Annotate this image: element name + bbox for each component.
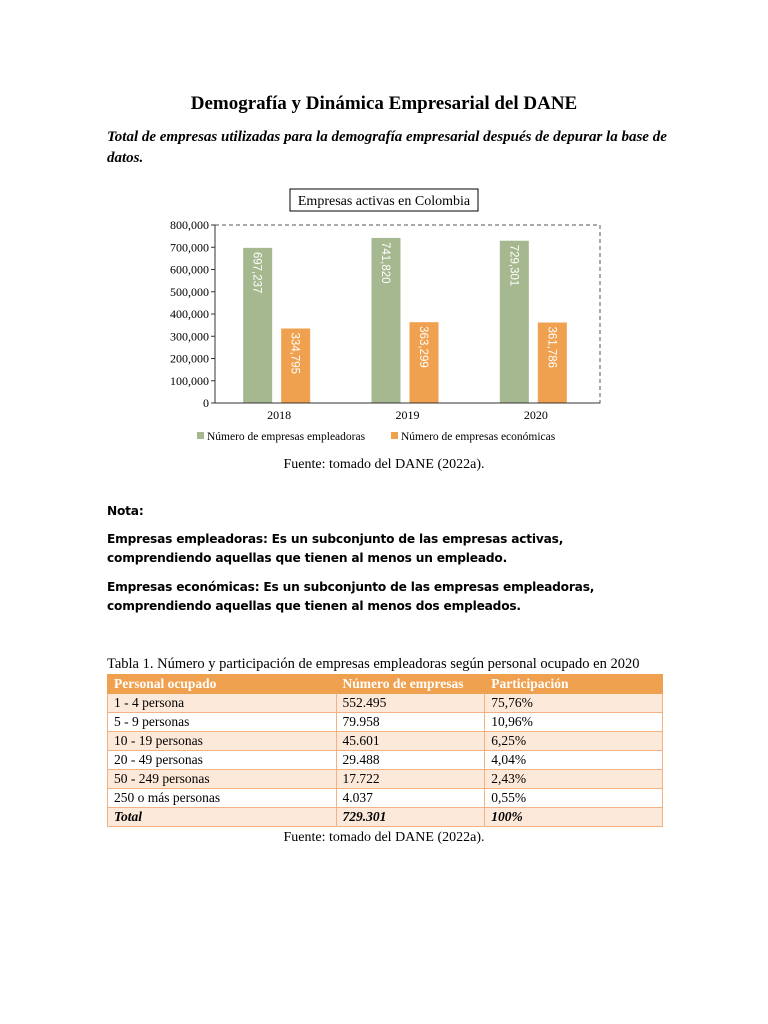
header-cell: Participación [485,675,663,694]
y-tick-label: 400,000 [170,307,209,321]
table-source: Fuente: tomado del DANE (2022a). [283,830,485,845]
table-cell: 729.301 [336,808,485,827]
legend-label: Número de empresas económicas [401,431,556,443]
y-tick-label: 0 [203,396,209,410]
y-tick-label: 100,000 [170,373,209,388]
table-cell: 75,76% [485,694,663,713]
bar-chart [150,185,620,457]
bar-data-label: 729,301 [507,244,520,287]
table-row [108,694,663,713]
legend-swatch-economicas [391,432,398,439]
table-cell: 4,04% [485,751,663,770]
table-cell: 20 - 49 personas [108,751,337,770]
table-cell: 250 o más personas [108,789,337,808]
bar-data-label: 361,786 [545,326,558,369]
bar-data-label: 363,299 [417,326,429,368]
table-row [108,770,663,789]
bar-data-label: 741,820 [379,241,391,284]
table-cell: 2,43% [485,770,663,789]
table-row [108,732,663,751]
chart-title: Empresas activas en Colombia [297,194,471,209]
table-caption: Tabla 1. Número y participación de empresas empleadoras según personal ocupado en 2020 [107,656,640,672]
table-cell: 79.958 [336,713,485,732]
table-cell: 10 - 19 personas [108,732,337,751]
table-cell: 29.488 [336,751,485,770]
page-subtitle: Total de empresas utilizadas para la demografía empresarial después de depurar la base de datos. [107,129,667,166]
x-tick-label: 2019 [395,408,420,422]
table-row [108,751,663,770]
table-cell: 4.037 [336,789,485,808]
legend-swatch-empleadoras [197,432,204,439]
table-header-row [108,675,663,694]
table-cell: 50 - 249 personas [108,770,337,789]
notes-heading: Nota: [107,504,144,518]
table-total-row [108,808,663,827]
x-tick-label: 2018 [267,408,292,422]
table-cell: 17.722 [336,770,485,789]
x-tick-label: 2020 [523,408,548,422]
table-cell: Total [108,808,337,827]
table-row [108,789,663,808]
y-tick-label: 600,000 [170,262,209,277]
y-tick-label: 500,000 [170,284,209,299]
table-cell: 552.495 [336,694,485,713]
note-economicas: Empresas económicas: Es un subconjunto de las empresas empleadoras, comprendiendo aquellas que tienen al menos dos empleados. [107,580,595,613]
bar-data-label: 697,237 [250,251,263,294]
legend-label: Número de empresas empleadoras [207,431,366,443]
table-row [108,713,663,732]
note-empleadoras: Empresas empleadoras: Es un subconjunto de las empresas activas, comprendiendo aquellas que tienen al menos un empleado. [107,532,564,565]
y-tick-label: 700,000 [170,240,209,255]
y-tick-label: 800,000 [170,218,209,232]
y-tick-label: 300,000 [170,329,209,344]
data-table [107,674,663,827]
bar-data-label: 334,795 [288,332,301,375]
chart-source: Fuente: tomado del DANE (2022a). [283,457,485,472]
y-tick-label: 200,000 [170,351,209,366]
header-cell: Número de empresas [336,675,485,694]
page-title: Demografía y Dinámica Empresarial del DANE [190,93,578,114]
table-cell: 6,25% [485,732,663,751]
table-cell: 45.601 [336,732,485,751]
table-cell: 1 - 4 persona [108,694,337,713]
header-cell: Personal ocupado [108,675,337,694]
notes-section [107,502,667,626]
table-cell: 5 - 9 personas [108,713,337,732]
table-cell: 10,96% [485,713,663,732]
table-cell: 100% [485,808,663,827]
table-cell: 0,55% [485,789,663,808]
